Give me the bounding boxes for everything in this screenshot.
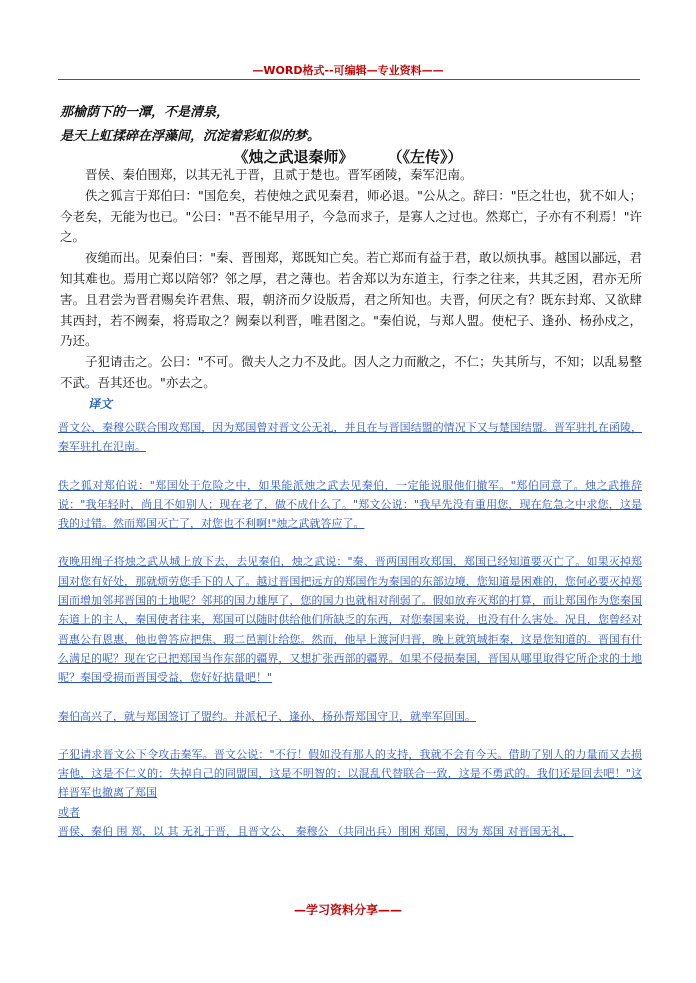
translation-paragraph: 夜晚用绳子将烛之武从城上放下去，去见秦伯，烛之武说："秦、晋两国围攻郑国，郑国已经知道要灭亡了。如果灭掉郑国对您有好处，那就烦劳您手下的人了。越过晋国把远方的郑国作为秦国的东部边境，您知道是困难的，您何必要灭掉郑国而增加邻邦晋国的土地呢？邻邦的国力雄厚了，您的国力也就相对削弱了。假如放弃灭郑的打算，而让郑国作为您秦国东道上的主人，秦国使者往来，郑国可以随时供给他们所缺乏的东西，对您秦国来说，也没有什么害处。况且，您曾经对晋惠公有恩惠，他也曾答应把焦、瑕二邑割让给您。然而，他早上渡河归晋，晚上就筑城拒秦，这是您知道的。晋国有什么满足的呢？现在它已把郑国当作东部的疆界，又想扩张西部的疆界。如果不侵损秦国，晋国从哪里取得它所企求的土地呢？秦国受损而晋国受益，您好好掂量吧！": [58, 555, 642, 685]
classical-paragraph: 晋侯、秦伯围郑，以其无礼于晋，且贰于楚也。晋军函陵，秦军氾南。: [85, 167, 473, 182]
translation-paragraph: 子犯请求晋文公下令攻击秦军。晋文公说："不行！假如没有那人的支持，我就不会有今天。借助了别人的力量而又去损害他，这是不仁义的；失掉自己的同盟国，这是不明智的；以混乱代替联合一致，这是不勇武的。我们还是回去吧！"这样晋军也撤离了郑国: [58, 747, 642, 800]
translation-paragraph: 晋文公、秦穆公联合围攻郑国，因为郑国曾对晋文公无礼，并且在与晋国结盟的情况下又与楚国结盟。晋军驻扎在函陵，秦军驻扎在氾南。: [58, 421, 642, 454]
translation-alt-line: 晋侯、秦伯 围 郑，以 其 无礼于晋，且晋文公、 秦穆公 （共同出兵）围困 郑国，因为 郑国 对晋国无礼，: [58, 825, 574, 839]
poem-line-1: 那榆荫下的一潭，不是清泉，: [60, 105, 230, 120]
translation-alt-label: 或者: [58, 805, 80, 819]
translation-text: [58, 418, 642, 841]
title-source: （《左传》）: [387, 148, 463, 166]
header-note: —WORD格式--可编辑—专业资料——: [252, 64, 444, 77]
translation-heading: 译文: [88, 397, 113, 411]
classical-paragraph: 佚之狐言于郑伯曰："国危矣，若使烛之武见秦君，师必退。"公从之。辞曰："臣之壮也，犹不如人；今老矣，无能为也已。"公曰："吾不能早用子，今急而求子，是寡人之过也。然郑亡，子亦有不利焉！"许之。: [60, 187, 642, 245]
classical-paragraph: 子犯请击之。公曰："不可。微夫人之力不及此。因人之力而敝之，不仁；失其所与，不知；以乱易整不武。吾其还也。"亦去之。: [60, 354, 642, 390]
translation-paragraph: 秦伯高兴了，就与郑国签订了盟约。并派杞子、逢孙、杨孙帮郑国守卫，就率军回国。: [58, 709, 476, 723]
poem-line-2: 是天上虹揉碎在浮藻间，沉淀着彩虹似的梦。: [60, 129, 321, 144]
classical-text: [60, 165, 642, 394]
header-divider: [58, 79, 640, 80]
article-title: [0, 146, 696, 167]
classical-paragraph: 夜缒而出。见秦伯曰："秦、晋围郑，郑既知亡矣。若亡郑而有益于君，敢以烦执事。越国以鄙远，君知其难也。焉用亡郑以陪邻？邻之厚，君之薄也。若舍郑以为东道主，行李之往来，共其乏困，君亦无所害。且君尝为晋君赐矣许君焦、瑕，朝济而夕设版焉，君之所知也。夫晋，何厌之有？既东封郑、又欲肆其西封，若不阙秦，将焉取之？阙秦以利晋，唯君图之。"秦伯说，与郑人盟。使杞子、逢孙、杨孙戍之，乃还。: [60, 250, 642, 349]
translation-paragraph: 佚之狐对郑伯说："郑国处于危险之中，如果能派烛之武去见秦伯，一定能说服他们撤军。"郑伯同意了。烛之武推辞说："我年轻时，尚且不如别人；现在老了，做不成什么了。"郑文公说："我早先没有重用您，现在危急之中求您，这是我的过错。然而郑国灭亡了，对您也不利啊!"烛之武就答应了。: [58, 478, 642, 531]
title-main: 《烛之武退秦师》: [233, 148, 354, 166]
footer-note: —学习资料分享——: [293, 903, 402, 917]
